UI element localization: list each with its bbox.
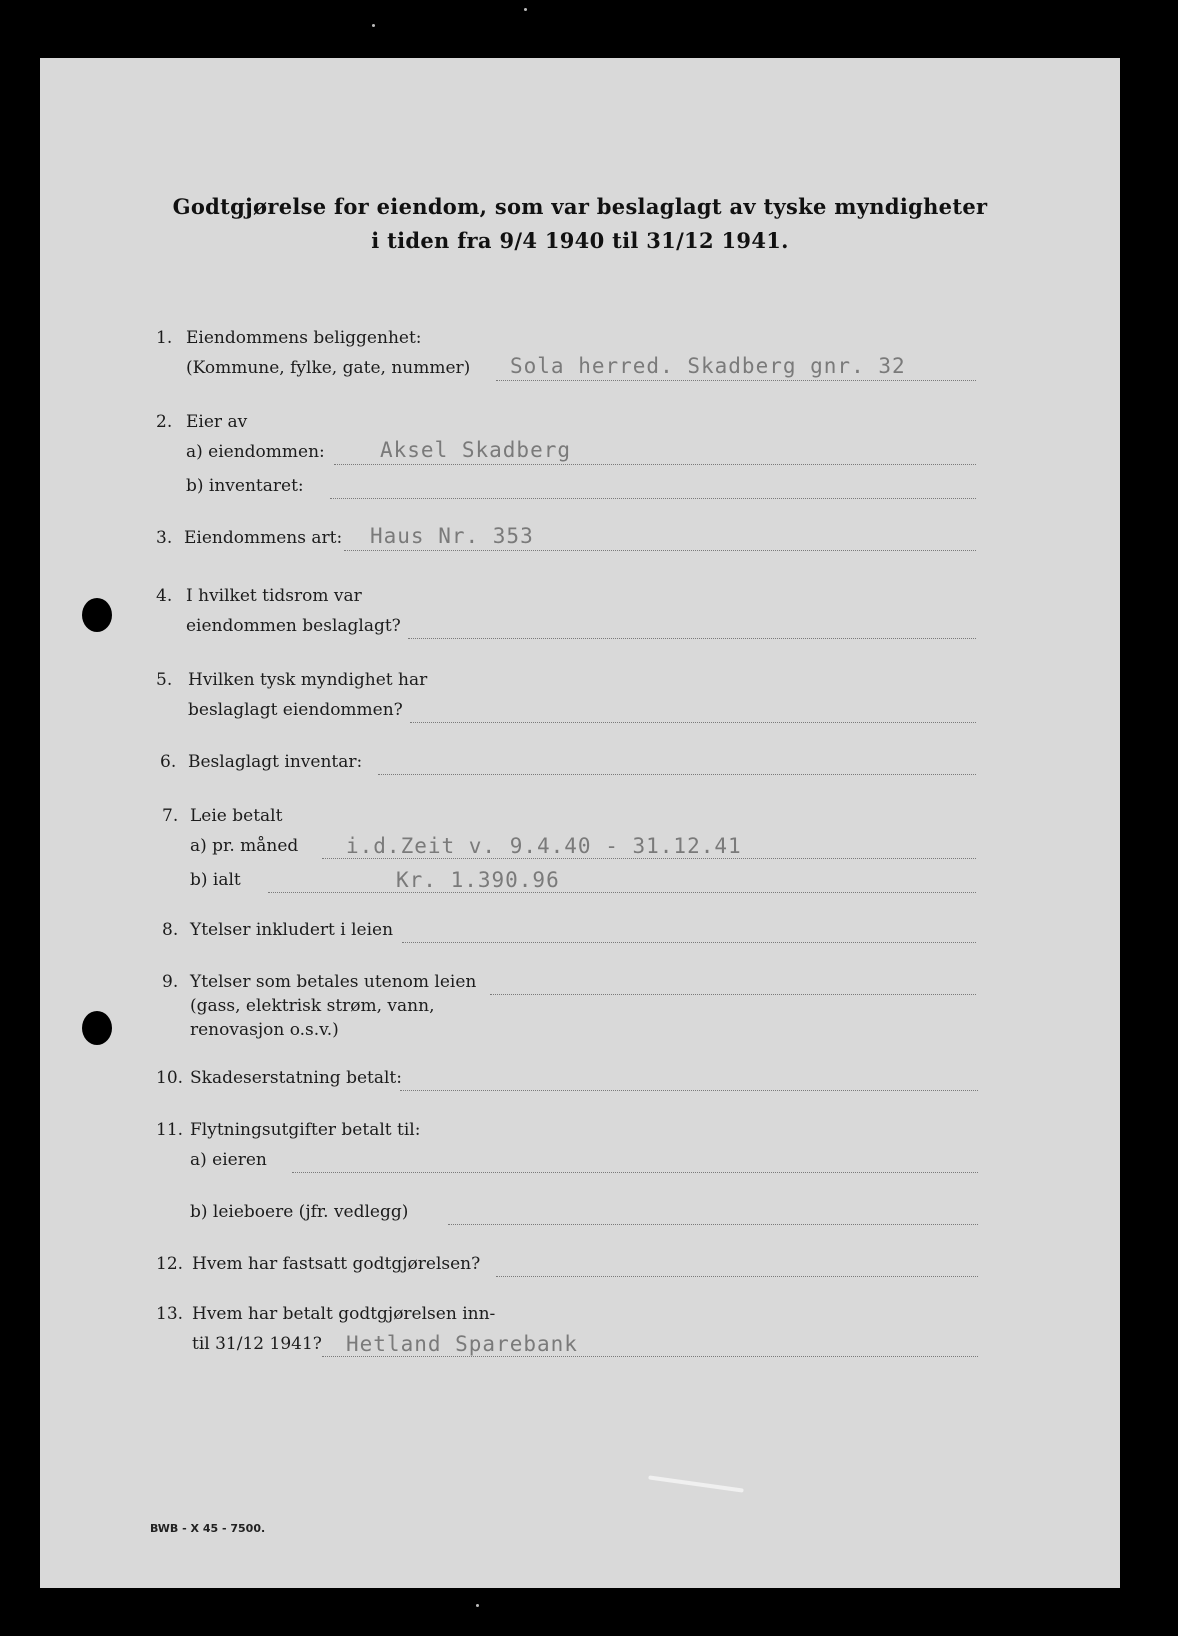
item-7-label: Leie betalt bbox=[190, 806, 283, 826]
item-11b-field-line bbox=[448, 1224, 978, 1225]
item-12-number: 12. bbox=[156, 1254, 184, 1274]
item-6-field-line bbox=[378, 774, 976, 775]
item-5-label: Hvilken tysk myndighet har bbox=[188, 670, 428, 690]
item-10-number: 10. bbox=[156, 1068, 184, 1088]
item-9-sublabel-2: renovasjon o.s.v.) bbox=[190, 1020, 339, 1040]
item-7-number: 7. bbox=[162, 806, 179, 826]
item-7b-value: Kr. 1.390.96 bbox=[396, 868, 560, 892]
item-10-field-line bbox=[400, 1090, 978, 1091]
item-11b-label: b) leieboere (jfr. vedlegg) bbox=[190, 1202, 409, 1222]
item-2-number: 2. bbox=[156, 412, 173, 432]
form-title-line-1: Godtgjørelse for eiendom, som var beslaglagt av tyske myndigheter bbox=[172, 194, 988, 219]
item-3-field-line bbox=[344, 550, 976, 551]
item-4-sublabel: eiendommen beslaglagt? bbox=[186, 616, 401, 636]
form-print-code: BWB - X 45 - 7500. bbox=[150, 1522, 266, 1535]
item-7b-label: b) ialt bbox=[190, 870, 241, 890]
item-2a-field-line bbox=[334, 464, 976, 465]
item-13-label: Hvem har betalt godtgjørelsen inn- bbox=[192, 1304, 496, 1324]
item-9-label: Ytelser som betales utenom leien bbox=[190, 972, 477, 992]
item-13-sublabel: til 31/12 1941? bbox=[192, 1334, 322, 1354]
item-11-number: 11. bbox=[156, 1120, 184, 1140]
item-5-number: 5. bbox=[156, 670, 173, 690]
item-9-sublabel-1: (gass, elektrisk strøm, vann, bbox=[190, 996, 435, 1016]
item-4-number: 4. bbox=[156, 586, 173, 606]
form-page bbox=[40, 58, 1120, 1588]
item-1-label: Eiendommens beliggenhet: bbox=[186, 328, 422, 348]
item-1-number: 1. bbox=[156, 328, 173, 348]
item-1-value: Sola herred. Skadberg gnr. 32 bbox=[510, 354, 906, 378]
item-1-field-line bbox=[496, 380, 976, 381]
item-2b-label: b) inventaret: bbox=[186, 476, 304, 496]
item-12-field-line bbox=[496, 1276, 978, 1277]
form-title-line-2: i tiden fra 9/4 1940 til 31/12 1941. bbox=[371, 228, 789, 253]
item-5-sublabel: beslaglagt eiendommen? bbox=[188, 700, 403, 720]
dust-speck bbox=[524, 8, 527, 11]
item-7a-value: i.d.Zeit v. 9.4.40 - 31.12.41 bbox=[346, 834, 742, 858]
item-3-value: Haus Nr. 353 bbox=[370, 524, 534, 548]
item-6-label: Beslaglagt inventar: bbox=[188, 752, 363, 772]
item-9-field-line bbox=[490, 994, 976, 995]
item-8-label: Ytelser inkludert i leien bbox=[190, 920, 394, 940]
item-11a-label: a) eieren bbox=[190, 1150, 267, 1170]
item-2a-value: Aksel Skadberg bbox=[380, 438, 572, 462]
item-13-number: 13. bbox=[156, 1304, 184, 1324]
item-12-label: Hvem har fastsatt godtgjørelsen? bbox=[192, 1254, 481, 1274]
punch-hole-upper bbox=[82, 598, 112, 632]
item-4-label: I hvilket tidsrom var bbox=[186, 586, 362, 606]
dust-speck bbox=[476, 1604, 479, 1607]
item-5-field-line bbox=[410, 722, 976, 723]
item-7a-label: a) pr. måned bbox=[190, 836, 299, 856]
item-2a-label: a) eiendommen: bbox=[186, 442, 325, 462]
item-6-number: 6. bbox=[160, 752, 177, 772]
punch-hole-lower bbox=[82, 1011, 112, 1045]
item-7b-field-line bbox=[268, 892, 976, 893]
item-2b-field-line bbox=[330, 498, 976, 499]
item-13-field-line bbox=[322, 1356, 978, 1357]
item-13-value: Hetland Sparebank bbox=[346, 1332, 578, 1356]
item-10-label: Skadeserstatning betalt: bbox=[190, 1068, 402, 1088]
item-3-number: 3. bbox=[156, 528, 173, 548]
item-4-field-line bbox=[408, 638, 976, 639]
item-11a-field-line bbox=[292, 1172, 978, 1173]
item-8-field-line bbox=[402, 942, 976, 943]
item-7a-field-line bbox=[322, 858, 976, 859]
dust-speck bbox=[372, 24, 375, 27]
item-8-number: 8. bbox=[162, 920, 179, 940]
item-1-sublabel: (Kommune, fylke, gate, nummer) bbox=[186, 358, 471, 378]
item-3-label: Eiendommens art: bbox=[184, 528, 343, 548]
paper-scratch-mark bbox=[648, 1475, 744, 1492]
item-9-number: 9. bbox=[162, 972, 179, 992]
item-11-label: Flytningsutgifter betalt til: bbox=[190, 1120, 421, 1140]
item-2-label: Eier av bbox=[186, 412, 248, 432]
